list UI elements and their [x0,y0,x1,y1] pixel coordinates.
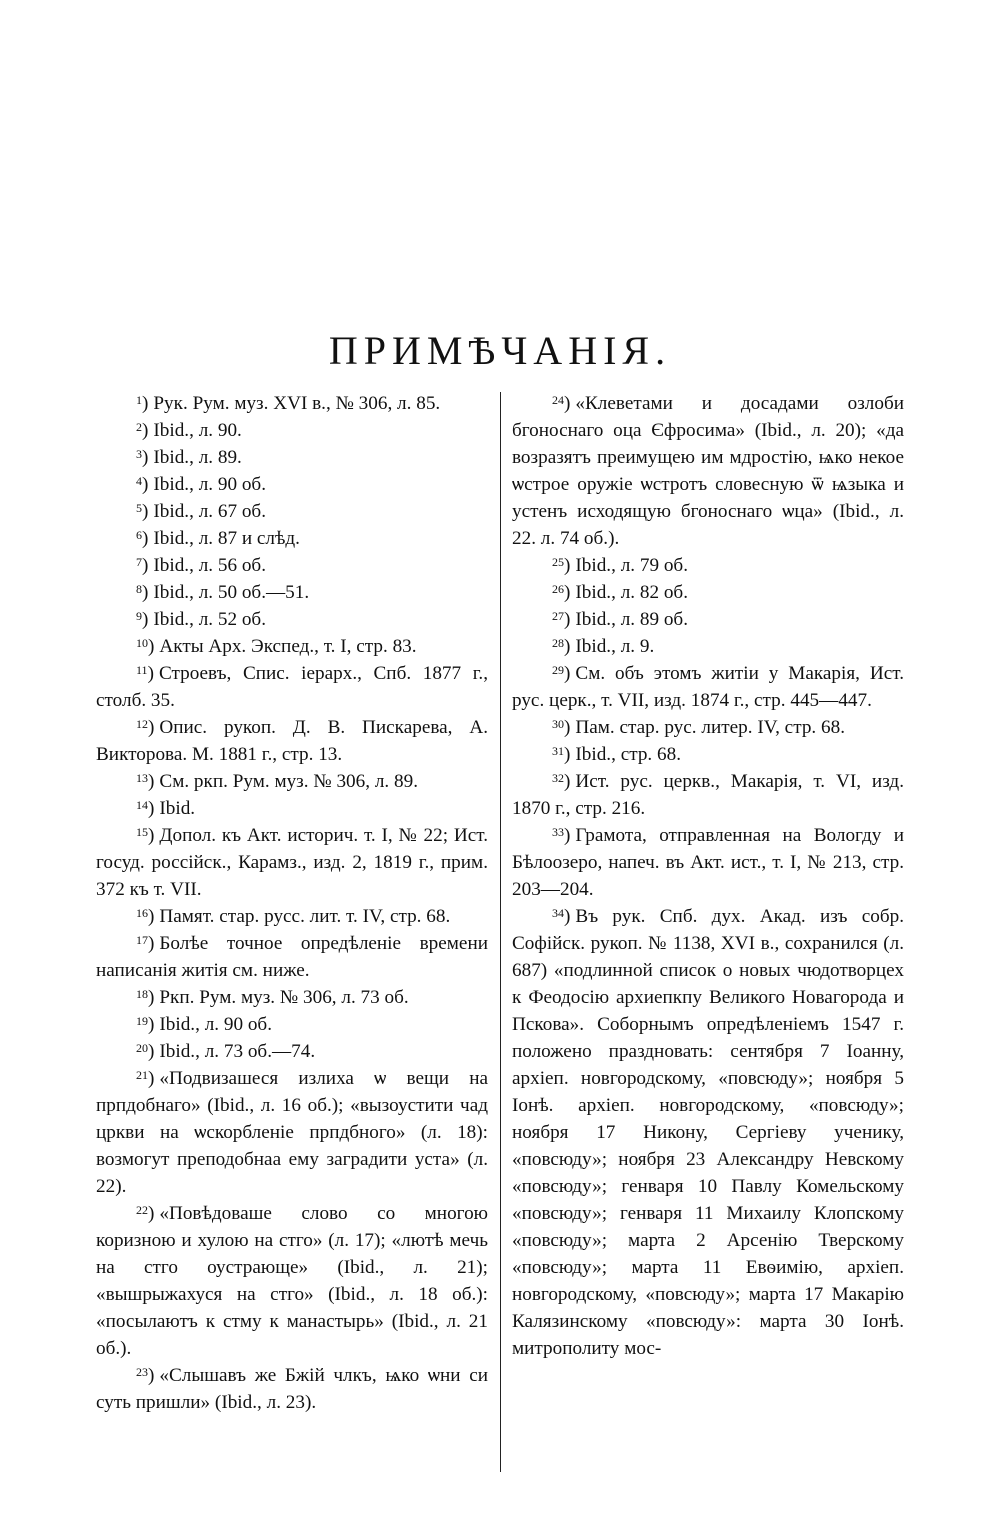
footnote-text: Ibid., л. 90 об. [153,474,266,495]
footnote-number: 14 [136,798,148,812]
footnote-number-paren: ) [148,798,155,819]
footnote-number: 29 [552,663,564,677]
footnote-number: 9 [136,609,142,623]
footnote-number: 11 [136,663,148,677]
footnote [512,768,904,822]
footnote-number: 24 [552,393,564,407]
footnote [96,795,488,822]
footnote [96,714,488,768]
footnote-text: Рук. Рум. муз. XVI в., № 306, л. 85. [153,393,441,414]
footnote-number-paren: ) [148,771,155,792]
footnote-text: Ibid., л. 67 об. [153,501,266,522]
footnote-number-paren: ) [142,447,149,468]
footnote [96,390,488,417]
footnote [96,1038,488,1065]
footnote-text: Ibid., л. 52 об. [153,609,266,630]
footnote-text: Ibid., л. 9. [575,636,655,657]
footnote-number-paren: ) [142,501,149,522]
footnote [96,498,488,525]
footnote-text: См. объ этомъ житіи у Макарія, Ист. рус. церк., т. VII, изд. 1874 г., стр. 445—447. [512,663,904,711]
footnote [96,1200,488,1362]
footnote [96,903,488,930]
footnote-number: 25 [552,555,564,569]
footnote-number-paren: ) [564,636,571,657]
footnote-number-paren: ) [564,582,571,603]
footnote [96,930,488,984]
footnote [96,444,488,471]
footnote-number-paren: ) [564,609,571,630]
footnote-number-paren: ) [142,609,149,630]
footnote-text: Ibid., л. 87 и слѣд. [153,528,300,549]
footnote-text: Грамота, отправленная на Вологду и Бѣлоозеро, напеч. въ Акт. ист., т. I, № 213, стр. 203—204. [512,825,904,900]
footnote [512,903,904,1362]
footnote-text: Пам. стар. рус. литер. IV, стр. 68. [575,717,845,738]
footnote-number: 23 [136,1365,148,1379]
footnote-number: 28 [552,636,564,650]
footnote-text: Допол. къ Акт. историч. т. I, № 22; Ист. госуд. россійск., Карамз., изд. 2, 1819 г., прим. 372 къ т. VII. [96,825,488,900]
footnote-number-paren: ) [148,1365,155,1386]
footnote-number-paren: ) [142,582,149,603]
footnote-text: Ibid., л. 89 об. [575,609,688,630]
footnote-text: Ibid., стр. 68. [575,744,681,765]
footnote-number-paren: ) [148,636,155,657]
footnote-number-paren: ) [148,825,155,846]
footnote-number: 8 [136,582,142,596]
footnote-text: «Клеветами и досадами озлоби бгоноснаго оца Єфросима» (Ibid., л. 20); «да возразятъ преимущею им мдростію, ѩко некое ѡстрое оружіе ѡстротъ словесную ѿ ѩзыка и устенъ исходящую бгоноснаго ѡца» (Ibid., л. 22. л. 74 об.). [512,393,904,549]
footnote [512,714,904,741]
footnote-text: Ibid. [159,798,196,819]
footnote [96,768,488,795]
footnote-number-paren: ) [564,663,571,684]
footnote [96,1065,488,1200]
footnote-number: 31 [552,744,564,758]
footnote [96,633,488,660]
footnote [512,390,904,552]
footnote-number: 1 [136,393,142,407]
footnote-text: Ист. рус. церкв., Макарія, т. VI, изд. 1870 г., стр. 216. [512,771,904,819]
footnote-text: Памят. стар. русс. лит. т. IV, стр. 68. [159,906,451,927]
footnote-number: 6 [136,528,142,542]
footnote-number: 16 [136,906,148,920]
footnote-number-paren: ) [564,906,571,927]
page-title: ПРИМѢЧАНІЯ. [328,327,672,373]
footnote [512,660,904,714]
footnote [96,1362,488,1416]
footnote-number-paren: ) [564,555,571,576]
footnote-number: 33 [552,825,564,839]
footnote-number-paren: ) [564,771,571,792]
footnote [512,579,904,606]
footnote-number: 17 [136,933,148,947]
footnote-text: Ibid., л. 90 об. [159,1014,272,1035]
footnote-number: 32 [552,771,564,785]
footnote-number-paren: ) [148,1203,155,1224]
footnote-number: 22 [136,1203,148,1217]
footnote-number-paren: ) [564,825,571,846]
footnote-number-paren: ) [142,555,149,576]
footnote-number: 12 [136,717,148,731]
footnote-text: Опис. рукоп. Д. В. Пискарева, А. Викторова. М. 1881 г., стр. 13. [96,717,488,765]
footnote-number-paren: ) [564,393,571,414]
notes-column-left [96,390,488,1416]
footnote-number-paren: ) [148,1041,155,1062]
footnote-number-paren: ) [142,474,149,495]
footnote [96,984,488,1011]
footnote-number-paren: ) [148,906,155,927]
footnote-text: Болѣе точное опредѣленіе времени написанія житія см. ниже. [96,933,488,981]
footnote-number: 7 [136,555,142,569]
footnote-number-paren: ) [147,663,154,684]
footnote-number-paren: ) [148,717,155,738]
footnote-number: 18 [136,987,148,1001]
footnote-text: Въ рук. Спб. дух. Акад. изъ собр. Софійск. рукоп. № 1138, XVI в., сохранился (л. 687) «подлинной список о новых чюдотворцех к Феодосію архиепкпу Великого Новагорода и Пскова». Соборнымъ опредѣленіемъ 1547 г. положено праздновать: сентября 7 Іоанну, архіеп. новгородскому, «повсюду»; ноября 5 Іонѣ. архіеп. новгородскому, «повсюду»; ноября 17 Никону, Сергіеву ученику, «повсюду»; ноября 23 Александру Невскому «повсюду»; генваря 10 Павлу Комельскому «повсюду»; генваря 11 Михаилу Клопскому «повсюду»; марта 2 Арсенію Тверскому «повсюду»; марта 11 Евѳимію, архіеп. новгородскому, «повсюду»; марта 17 Макарію Калязинскому «повсюду»: марта 30 Іонѣ. митрополиту мос- [512,906,904,1359]
footnote-text: Ibid., л. 73 об.—74. [159,1041,316,1062]
footnote-text: «Подвизашеся излиха ѡ вещи на прпдобнаго» (Ibid., л. 16 об.); «вызоустити чад цркви на ѡскорбленіе прпдбного» (л. 18): возмогут преподобнаа ему заградити уста» (л. 22). [96,1068,488,1197]
footnote-number: 27 [552,609,564,623]
footnote-number: 34 [552,906,564,920]
footnote-number: 19 [136,1014,148,1028]
footnote-number-paren: ) [148,1068,155,1089]
footnote-text: Акты Арх. Экспед., т. I, стр. 83. [159,636,417,657]
footnote [96,525,488,552]
footnote-number: 15 [136,825,148,839]
footnote-text: Строевъ, Спис. іерарх., Спб. 1877 г., столб. 35. [96,663,488,711]
footnote-text: Ркп. Рум. муз. № 306, л. 73 об. [159,987,409,1008]
footnote [96,1011,488,1038]
footnote-number-paren: ) [564,744,571,765]
footnote-number-paren: ) [142,528,149,549]
footnote [96,822,488,903]
footnote [96,417,488,444]
footnote [96,552,488,579]
footnote-number-paren: ) [564,717,571,738]
footnote-number: 21 [136,1068,148,1082]
footnote [512,822,904,903]
footnote-number: 13 [136,771,148,785]
footnote-text: Ibid., л. 79 об. [575,555,688,576]
footnote [512,633,904,660]
footnote-number: 5 [136,501,142,515]
footnote-text: Ibid., л. 90. [153,420,242,441]
footnote-number: 10 [136,636,148,650]
footnote-text: «Слышавъ же Бжій члкъ, ѩко ѡни си суть пришли» (Ibid., л. 23). [96,1365,488,1413]
footnote-text: Ibid., л. 56 об. [153,555,266,576]
footnote-text: «Повѣдоваше слово со многою коризною и хулою на стго» (л. 17); «лютѣ мечь на стго оустрающе» (Ibid., л. 21); «вышрыжахуся на стго» (Ibid., л. 18 об.): «посылаютъ к стму к манастырь» (Ibid., л. 21 об.). [96,1203,488,1359]
footnote-text: Ibid., л. 82 об. [575,582,688,603]
footnote-number: 4 [136,474,142,488]
footnote [512,741,904,768]
footnote-number-paren: ) [142,420,149,441]
footnote [96,606,488,633]
footnote-number-paren: ) [148,987,155,1008]
footnote-text: Ibid., л. 89. [153,447,242,468]
column-divider [500,392,501,1472]
footnote-number-paren: ) [148,1014,155,1035]
footnote-number: 30 [552,717,564,731]
footnote [512,606,904,633]
footnote-text: См. ркп. Рум. муз. № 306, л. 89. [159,771,418,792]
footnote [96,579,488,606]
footnote-number: 2 [136,420,142,434]
footnote-text: Ibid., л. 50 об.—51. [153,582,310,603]
footnote-number: 26 [552,582,564,596]
footnote-number-paren: ) [142,393,149,414]
footnote [96,471,488,498]
footnote-number-paren: ) [148,933,155,954]
footnote-number: 3 [136,447,142,461]
footnote [96,660,488,714]
footnote [512,552,904,579]
footnote-number: 20 [136,1041,148,1055]
notes-column-right [512,390,904,1362]
